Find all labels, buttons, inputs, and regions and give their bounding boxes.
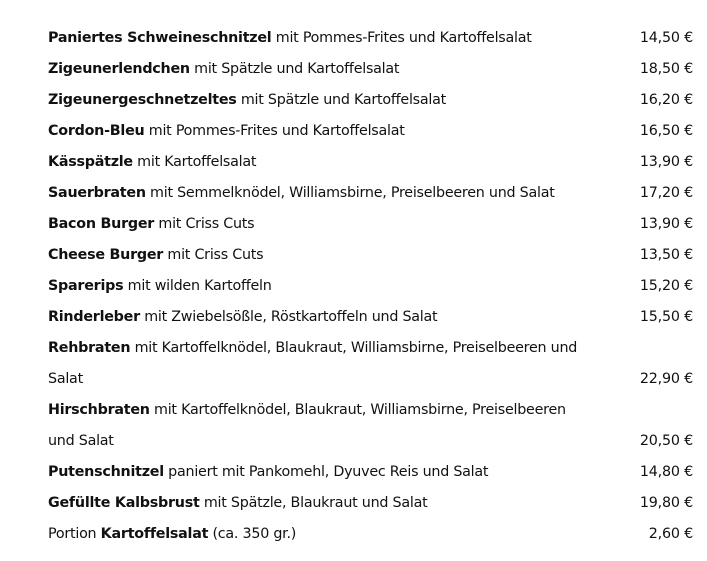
item-price: 16,50 € xyxy=(639,123,693,139)
item-name: Kartoffelsalat xyxy=(100,526,209,542)
menu-item xyxy=(48,333,693,395)
item-details: mit Spätzle und Kartoffelsalat xyxy=(236,92,446,108)
menu-item xyxy=(48,85,693,116)
item-description xyxy=(48,209,588,240)
item-details: mit Spätzle, Blaukraut und Salat xyxy=(199,495,428,511)
menu-item xyxy=(48,240,693,271)
menu-item xyxy=(48,302,693,333)
item-price: 15,20 € xyxy=(639,278,693,294)
item-name: Bacon Burger xyxy=(48,216,155,232)
item-details: mit Pommes-Frites und Kartoffelsalat xyxy=(271,30,532,46)
item-name: Rehbraten xyxy=(48,340,131,356)
item-name: Paniertes Schweineschnitzel xyxy=(48,30,272,46)
item-price: 18,50 € xyxy=(639,61,693,77)
item-description xyxy=(48,85,588,116)
menu-item xyxy=(48,457,693,488)
menu-item xyxy=(48,147,693,178)
item-description xyxy=(48,178,588,209)
item-name: Sparerips xyxy=(48,278,124,294)
item-price: 14,80 € xyxy=(639,464,693,480)
item-price: 13,90 € xyxy=(639,216,693,232)
item-name: Kässpätzle xyxy=(48,154,133,170)
item-description xyxy=(48,457,588,488)
item-name: Cheese Burger xyxy=(48,247,164,263)
item-prefix: Portion xyxy=(48,526,101,542)
item-price: 22,90 € xyxy=(639,371,693,387)
item-details: mit Zwiebelsößle, Röstkartoffeln und Salat xyxy=(139,309,438,325)
item-price: 19,80 € xyxy=(639,495,693,511)
item-price: 16,20 € xyxy=(639,92,693,108)
item-name: Putenschnitzel xyxy=(48,464,164,480)
menu-item xyxy=(48,54,693,85)
item-description xyxy=(48,271,588,302)
item-name: Zigeunerlendchen xyxy=(48,61,190,77)
menu-item xyxy=(48,519,693,550)
item-details: mit Semmelknödel, Williamsbirne, Preiselbeeren und Salat xyxy=(145,185,555,201)
item-name: Zigeunergeschnetzeltes xyxy=(48,92,237,108)
item-description xyxy=(48,302,588,333)
item-description xyxy=(48,488,588,519)
item-name: Cordon-Bleu xyxy=(48,123,145,139)
menu-item xyxy=(48,395,693,457)
menu-list xyxy=(48,23,693,550)
item-price: 13,90 € xyxy=(639,154,693,170)
item-details: paniert mit Pankomehl, Dyuvec Reis und Salat xyxy=(163,464,489,480)
item-description xyxy=(48,54,588,85)
menu-item xyxy=(48,178,693,209)
item-details: mit Criss Cuts xyxy=(163,247,264,263)
item-price: 14,50 € xyxy=(639,30,693,46)
item-details: mit Pommes-Frites und Kartoffelsalat xyxy=(144,123,405,139)
item-description xyxy=(48,147,588,178)
item-details: mit Kartoffelsalat xyxy=(132,154,257,170)
item-details: mit Kartoffelknödel, Blaukraut, Williamsbirne, Preiselbeeren und Salat xyxy=(48,402,566,449)
menu-item xyxy=(48,488,693,519)
item-description xyxy=(48,240,588,271)
item-price: 17,20 € xyxy=(639,185,693,201)
item-description xyxy=(48,333,588,395)
item-details: (ca. 350 gr.) xyxy=(208,526,297,542)
item-description xyxy=(48,23,588,54)
item-price: 13,50 € xyxy=(639,247,693,263)
item-details: mit Spätzle und Kartoffelsalat xyxy=(189,61,400,77)
menu-item xyxy=(48,116,693,147)
menu-item xyxy=(48,271,693,302)
item-price: 20,50 € xyxy=(639,433,693,449)
item-name: Gefüllte Kalbsbrust xyxy=(48,495,200,511)
item-price: 2,60 € xyxy=(648,526,693,542)
menu-item xyxy=(48,209,693,240)
item-name: Rinderleber xyxy=(48,309,140,325)
item-details: mit Kartoffelknödel, Blaukraut, Williamsbirne, Preiselbeeren und Salat xyxy=(48,340,578,387)
item-description xyxy=(48,395,588,457)
item-description xyxy=(48,519,588,550)
item-description xyxy=(48,116,588,147)
item-name: Hirschbraten xyxy=(48,402,150,418)
item-name: Sauerbraten xyxy=(48,185,146,201)
item-price: 15,50 € xyxy=(639,309,693,325)
item-details: mit Criss Cuts xyxy=(154,216,255,232)
menu-item xyxy=(48,23,693,54)
item-details: mit wilden Kartoffeln xyxy=(123,278,272,294)
